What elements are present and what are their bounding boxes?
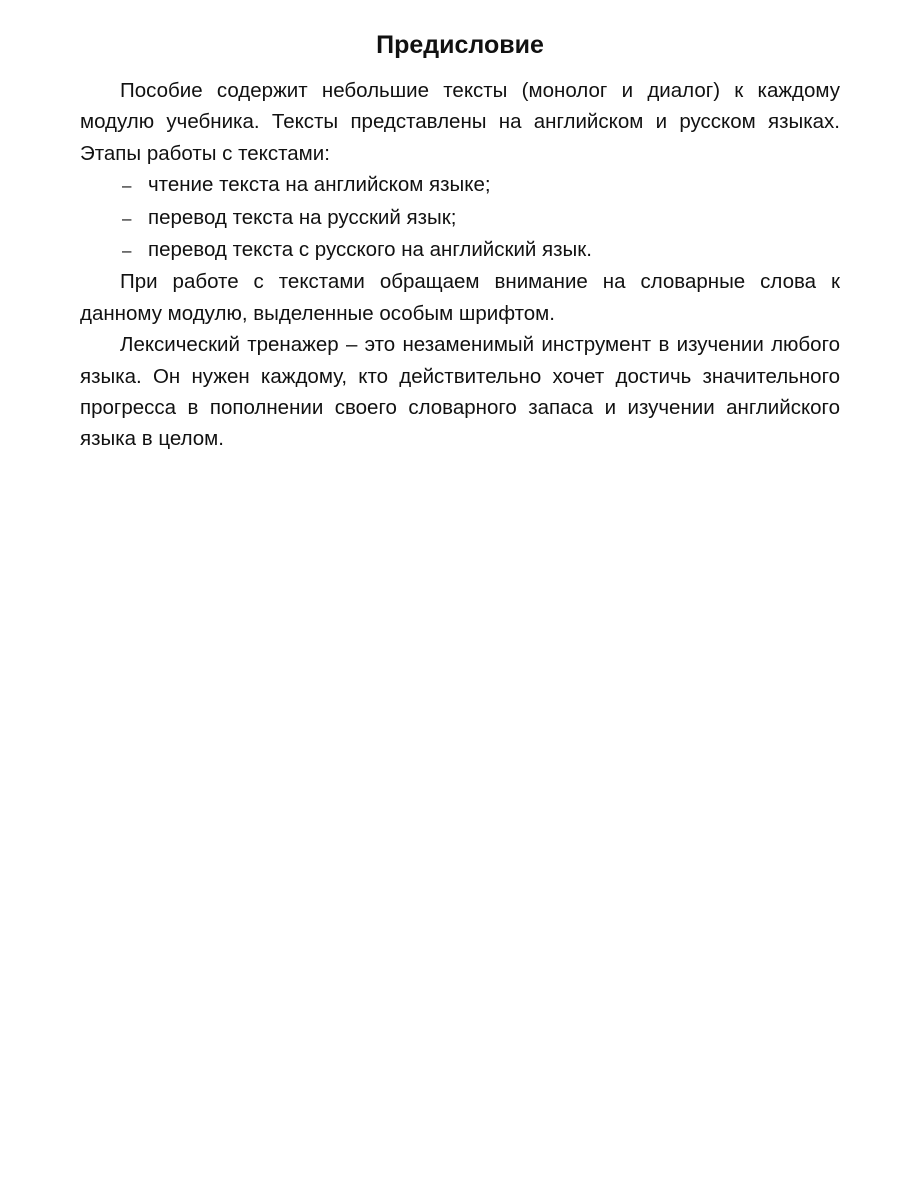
dash-bullet-icon: – bbox=[122, 241, 132, 261]
dash-bullet-icon: – bbox=[122, 176, 132, 196]
document-page bbox=[80, 28, 840, 455]
page-title: Предисловие bbox=[376, 31, 544, 59]
list-item bbox=[80, 234, 840, 266]
list-item-text: перевод текста с русского на английский язык. bbox=[148, 238, 592, 262]
list-item-text: чтение текста на английском языке; bbox=[148, 173, 491, 197]
work-steps-list bbox=[80, 169, 840, 266]
dictionary-words-paragraph: При работе с текстами обращаем внимание на словарные слова к данному модулю, выделенные особым шрифтом. bbox=[80, 270, 840, 325]
lexical-trainer-paragraph: Лексический тренажер – это незаменимый инструмент в изучении любого языка. Он нужен каждому, кто действительно хочет достичь значительного прогресса в пополнении своего словарного запаса и изучении английского языка в целом. bbox=[80, 333, 840, 451]
intro-paragraph: Пособие содержит небольшие тексты (монолог и диалог) к каждому модулю учебника. Тексты представлены на английском и русском языках. Этапы работы с текстами: bbox=[80, 79, 840, 165]
list-item bbox=[80, 202, 840, 234]
list-item-text: перевод текста на русский язык; bbox=[148, 205, 457, 229]
dash-bullet-icon: – bbox=[122, 208, 132, 228]
list-item bbox=[80, 169, 840, 201]
